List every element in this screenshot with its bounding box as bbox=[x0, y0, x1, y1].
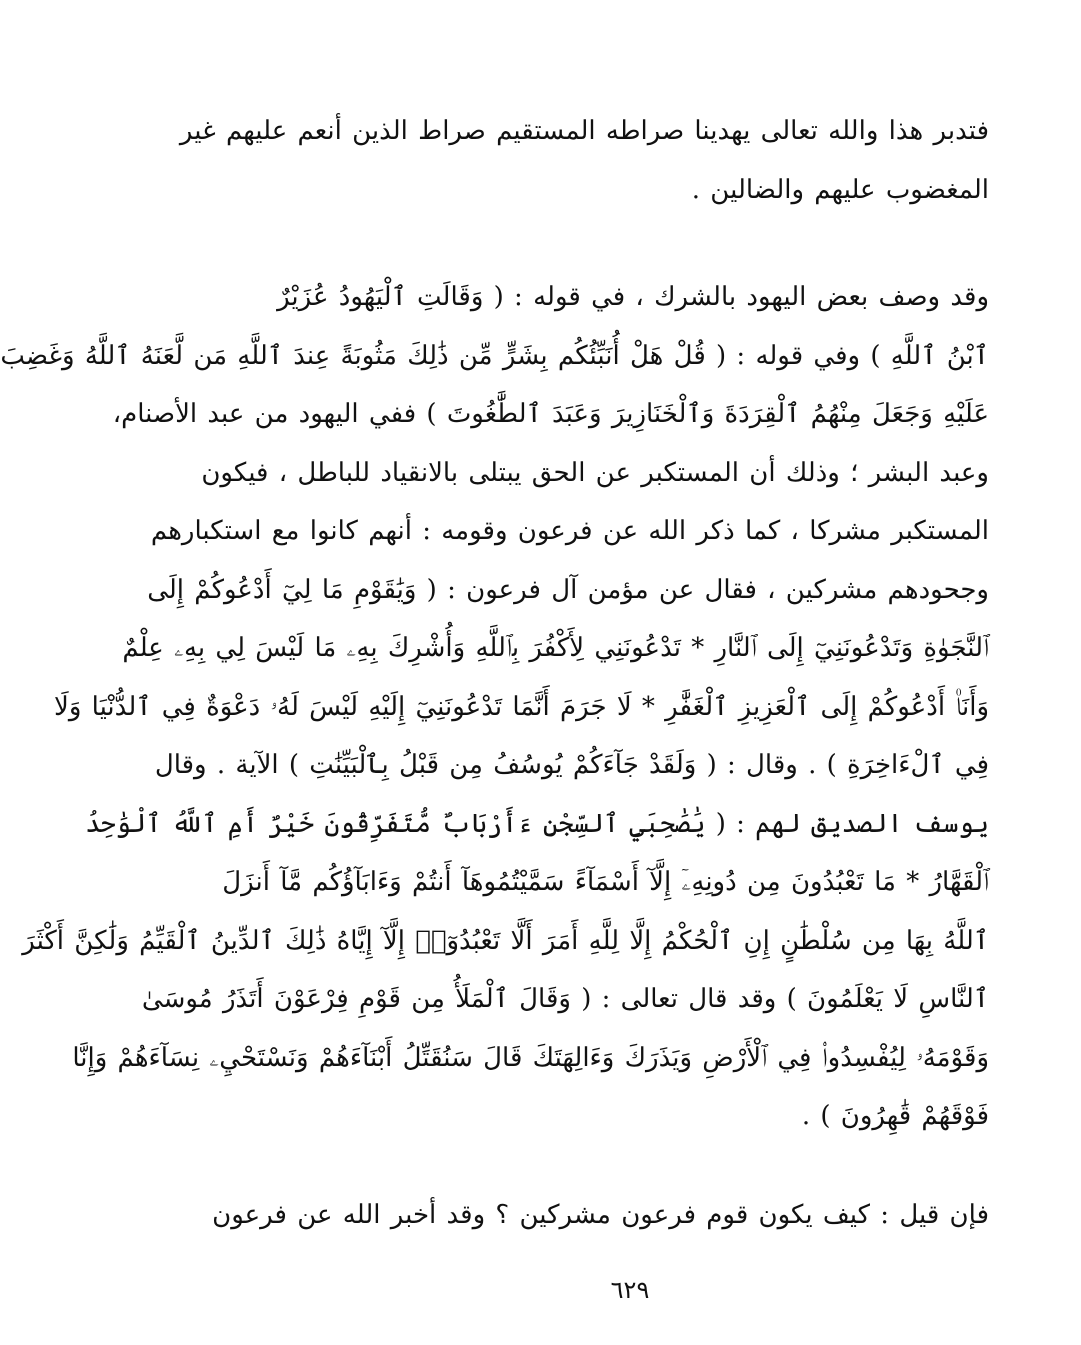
text-line: المغضوب عليهم والضالين . bbox=[691, 174, 989, 205]
text-line: وَأَنَا۠ أَدْعُوكُمْ إِلَى ٱلْعَزِيزِ ٱلْغَفَّٰرِ * لَا جَرَمَ أَنَّمَا تَدْعُونَنِيٓ إِلَيْهِ لَيْسَ لَهُۥ دَعْوَةٌ فِي ٱلدُّنْيَا وَلَا bbox=[54, 691, 989, 722]
text-line: وقد وصف بعض اليهود بالشرك ، في قوله : ( وَقَالَتِ ٱلْيَهُودُ عُزَيْرٌ bbox=[277, 282, 989, 312]
text-line: ٱلنَّاسِ لَا يَعْلَمُونَ ) وقد قال تعالى : ( وَقَالَ ٱلْمَلَأُ مِن قَوْمِ فِرْعَوْنَ أَتَذَرُ مُوسَىٰ bbox=[141, 984, 989, 1014]
text-line: ٱلْقَهَّارُ * مَا تَعْبُدُونَ مِن دُونِهِۦٓ إِلَّآ أَسْمَآءً سَمَّيْتُمُوهَآ أَنتُمْ وَءَابَآؤُكُم مَّآ أَنزَلَ bbox=[222, 867, 989, 897]
text-line: عَلَيْهِ وَجَعَلَ مِنْهُمُ ٱلْقِرَدَةَ وَٱلْخَنَازِيرَ وَعَبَدَ ٱلطَّٰغُوتَ ) ففي اليهود من عبد الأصنام، bbox=[112, 399, 989, 429]
text-line: المستكبر مشركا ، كما ذكر الله عن فرعون وقومه : أنهم كانوا مع استكبارهم bbox=[150, 516, 989, 546]
text-line: وَقَوْمَهُۥ لِيُفْسِدُوا۟ فِي ٱلْأَرْضِ وَيَذَرَكَ وَءَالِهَتَكَ قَالَ سَنُقَتِّلُ أَبْنَآءَهُمْ وَنَسْتَحْيِۦ نِسَآءَهُمْ وَإِنَّا bbox=[72, 1042, 989, 1073]
text-line: ٱبْنُ ٱللَّهِ ) وفي قوله : ( قُلْ هَلْ أُنَبِّئُكُم بِشَرٍّ مِّن ذَٰلِكَ مَثُوبَةً عِندَ ٱللَّهِ مَن لَّعَنَهُ ٱللَّهُ وَغَضِبَ bbox=[0, 340, 989, 371]
text-line: فَوْقَهُمْ قَٰهِرُونَ ) . bbox=[801, 1101, 989, 1131]
text-line: ٱلنَّجَوٰةِ وَتَدْعُونَنِيٓ إِلَى ٱلنَّارِ * تَدْعُونَنِي لِأَكْفُرَ بِٱللَّهِ وَأُشْرِكَ بِهِۦ مَا لَيْسَ لِي بِهِۦ عِلْمٌ bbox=[122, 633, 989, 663]
paragraph-jews-shirk bbox=[0, 268, 989, 1146]
page-number: ٦٢٩ bbox=[610, 1276, 650, 1304]
text-line: ٱللَّهُ بِهَا مِن سُلْطَٰنٍ إِنِ ٱلْحُكْمُ إِلَّا لِلَّهِ أَمَرَ أَلَّا تَعْبُدُوٓا۟ إِلَّآ إِيَّاهُ ذَٰلِكَ ٱلدِّينُ ٱلْقَيِّمُ وَلَٰكِنَّ أَكْثَرَ bbox=[22, 925, 989, 956]
text-line: يوسف الصديق لهم : ( يَٰصَٰحِبَيِ ٱلسِّجْنِ ءَأَرْبَابٌ مُّتَفَرِّقُونَ خَيْرٌ أَمِ ٱللَّهُ ٱلْوَٰحِدُ bbox=[85, 808, 989, 839]
text-line: فإن قيل : كيف يكون قوم فرعون مشركين ؟ وقد أخبر الله عن فرعون bbox=[212, 1200, 989, 1230]
text-line: فتدبر هذا والله تعالى يهدينا صراطه المستقيم صراط الذين أنعم عليهم غير bbox=[179, 116, 989, 146]
text-line: وجحودهم مشركين ، فقال عن مؤمن آل فرعون : ( وَيَٰقَوْمِ مَا لِيٓ أَدْعُوكُمْ إِلَى bbox=[147, 574, 989, 605]
text-line: فِي ٱلْءَاخِرَةِ ) . وقال : ( وَلَقَدْ جَآءَكُمْ يُوسُفُ مِن قَبْلُ بِٱلْبَيِّنَٰتِ ) الآية . وقال bbox=[154, 750, 989, 780]
paragraph-question bbox=[212, 1186, 989, 1245]
text-line: وعبد البشر ؛ وذلك أن المستكبر عن الحق يبتلى بالانقياد للباطل ، فيكون bbox=[201, 457, 989, 488]
paragraph-tadabbur bbox=[179, 102, 989, 219]
